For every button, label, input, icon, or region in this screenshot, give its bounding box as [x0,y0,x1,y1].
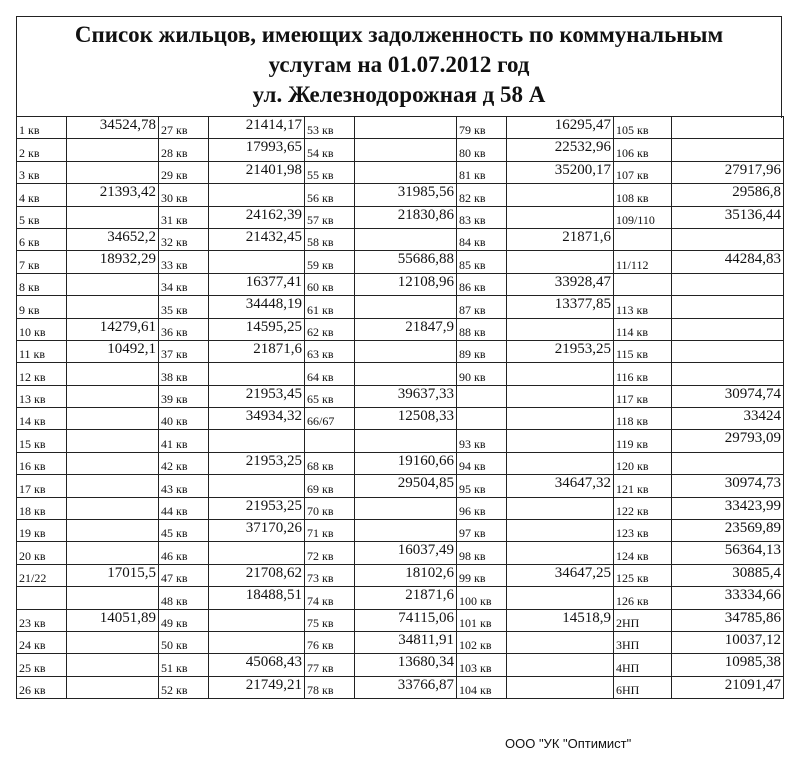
apartment-label: 117 кв [614,385,672,407]
apartment-label: 38 кв [159,363,209,385]
apartment-label: 51 кв [159,654,209,676]
debt-amount [209,184,305,206]
table-row [17,139,784,161]
apartment-label: 65 кв [305,385,355,407]
table-row [17,117,784,139]
apartment-label: 72 кв [305,542,355,564]
debt-amount [67,631,159,653]
debt-amount: 37170,26 [209,520,305,542]
debt-amount: 21953,45 [209,385,305,407]
apartment-label [614,228,672,250]
debt-amount: 14595,25 [209,318,305,340]
apartment-label: 96 кв [457,497,507,519]
debt-amount [355,161,457,183]
debt-amount [209,609,305,631]
debt-amount: 16377,41 [209,273,305,295]
debt-amount [507,408,614,430]
apartment-label: 11 кв [17,340,67,362]
debt-amount [507,363,614,385]
debt-amount [209,251,305,273]
apartment-label: 33 кв [159,251,209,273]
table-row [17,676,784,698]
apartment-label: 76 кв [305,631,355,653]
debt-amount [67,587,159,609]
debt-amount [507,184,614,206]
apartment-label: 8 кв [17,273,67,295]
debt-amount: 35200,17 [507,161,614,183]
debt-amount: 21414,17 [209,117,305,139]
apartment-label: 105 кв [614,117,672,139]
apartment-label: 11/112 [614,251,672,273]
apartment-label: 109/110 [614,206,672,228]
table-row [17,161,784,183]
apartment-label: 107 кв [614,161,672,183]
debt-amount [209,631,305,653]
debt-amount: 24162,39 [209,206,305,228]
apartment-label: 21/22 [17,564,67,586]
debt-amount: 12508,33 [355,408,457,430]
apartment-label: 7 кв [17,251,67,273]
debt-amount [672,452,784,474]
apartment-label: 124 кв [614,542,672,564]
apartment-label: 90 кв [457,363,507,385]
debt-amount [67,385,159,407]
debt-amount: 34647,32 [507,475,614,497]
debt-amount [355,520,457,542]
table-row [17,497,784,519]
debt-amount: 29586,8 [672,184,784,206]
debt-amount [67,296,159,318]
debt-amount [67,654,159,676]
apartment-label: 69 кв [305,475,355,497]
debt-amount [507,631,614,653]
apartment-label: 99 кв [457,564,507,586]
debt-amount [507,542,614,564]
debt-amount: 21871,6 [209,340,305,362]
apartment-label: 75 кв [305,609,355,631]
debt-amount: 23569,89 [672,520,784,542]
debt-amount: 18102,6 [355,564,457,586]
apartment-label: 34 кв [159,273,209,295]
debt-amount [355,430,457,452]
apartment-label: 31 кв [159,206,209,228]
debt-amount [672,139,784,161]
apartment-label: 20 кв [17,542,67,564]
apartment-label: 19 кв [17,520,67,542]
debt-amount: 33334,66 [672,587,784,609]
debt-amount [672,318,784,340]
apartment-label: 70 кв [305,497,355,519]
debt-amount [67,430,159,452]
debt-amount [672,117,784,139]
table-row [17,609,784,631]
apartment-label: 40 кв [159,408,209,430]
debt-amount [67,520,159,542]
apartment-label: 6 кв [17,228,67,250]
apartment-label: 46 кв [159,542,209,564]
debt-amount [67,273,159,295]
apartment-label: 45 кв [159,520,209,542]
apartment-label: 42 кв [159,452,209,474]
debt-amount: 30974,74 [672,385,784,407]
apartment-label: 94 кв [457,452,507,474]
apartment-label: 41 кв [159,430,209,452]
debt-amount: 34811,91 [355,631,457,653]
apartment-label: 50 кв [159,631,209,653]
apartment-label [457,385,507,407]
apartment-label: 115 кв [614,340,672,362]
debt-amount: 17993,65 [209,139,305,161]
apartment-label [457,408,507,430]
debt-amount [507,385,614,407]
debt-amount [672,228,784,250]
debt-table [16,116,784,699]
debt-amount: 21953,25 [507,340,614,362]
debt-amount: 14051,89 [67,609,159,631]
debt-amount: 21871,6 [507,228,614,250]
apartment-label: 125 кв [614,564,672,586]
apartment-label: 77 кв [305,654,355,676]
apartment-label: 55 кв [305,161,355,183]
debt-amount: 18488,51 [209,587,305,609]
debt-amount: 16037,49 [355,542,457,564]
apartment-label: 101 кв [457,609,507,631]
apartment-label: 54 кв [305,139,355,161]
apartment-label: 4 кв [17,184,67,206]
debt-amount [67,408,159,430]
table-row [17,273,784,295]
apartment-label: 18 кв [17,497,67,519]
table-row [17,631,784,653]
debt-amount: 21871,6 [355,587,457,609]
table-row [17,228,784,250]
debt-amount [67,542,159,564]
apartment-label: 13 кв [17,385,67,407]
debt-amount: 34652,2 [67,228,159,250]
company-signature: ООО "УК "Оптимист" [505,736,632,751]
debt-amount [507,251,614,273]
apartment-label: 56 кв [305,184,355,206]
debt-amount: 12108,96 [355,273,457,295]
apartment-label: 10 кв [17,318,67,340]
debt-amount [67,475,159,497]
title-line-2: услугам на 01.07.2012 год [268,52,530,77]
debt-amount: 21091,47 [672,676,784,698]
table-row [17,654,784,676]
table-row [17,452,784,474]
debt-amount: 21847,9 [355,318,457,340]
debt-amount [672,363,784,385]
debt-amount: 33423,99 [672,497,784,519]
debt-amount: 45068,43 [209,654,305,676]
debt-amount [209,542,305,564]
apartment-label: 88 кв [457,318,507,340]
debt-amount: 14279,61 [67,318,159,340]
debt-amount: 44284,83 [672,251,784,273]
apartment-label: 49 кв [159,609,209,631]
apartment-label: 24 кв [17,631,67,653]
debt-amount [507,206,614,228]
apartment-label: 1 кв [17,117,67,139]
debt-amount [507,497,614,519]
table-row [17,430,784,452]
debt-amount: 21749,21 [209,676,305,698]
apartment-label: 82 кв [457,184,507,206]
apartment-label: 6НП [614,676,672,698]
debt-amount [507,676,614,698]
apartment-label: 116 кв [614,363,672,385]
table-row [17,587,784,609]
table-row [17,251,784,273]
apartment-label: 61 кв [305,296,355,318]
apartment-label: 3НП [614,631,672,653]
debt-amount: 29793,09 [672,430,784,452]
apartment-label: 103 кв [457,654,507,676]
apartment-label: 118 кв [614,408,672,430]
debt-amount: 30974,73 [672,475,784,497]
debt-amount: 18932,29 [67,251,159,273]
table-row [17,542,784,564]
debt-amount: 21708,62 [209,564,305,586]
debt-amount: 16295,47 [507,117,614,139]
apartment-label: 12 кв [17,363,67,385]
apartment-label: 95 кв [457,475,507,497]
apartment-label: 17 кв [17,475,67,497]
apartment-label: 35 кв [159,296,209,318]
apartment-label: 79 кв [457,117,507,139]
apartment-label: 26 кв [17,676,67,698]
apartment-label: 108 кв [614,184,672,206]
debt-amount: 27917,96 [672,161,784,183]
debt-amount [209,430,305,452]
apartment-label: 102 кв [457,631,507,653]
apartment-label: 2НП [614,609,672,631]
debt-amount: 10985,38 [672,654,784,676]
apartment-label: 122 кв [614,497,672,519]
apartment-label: 80 кв [457,139,507,161]
debt-amount: 33424 [672,408,784,430]
title-line-3: ул. Железнодорожная д 58 А [252,82,546,107]
apartment-label: 16 кв [17,452,67,474]
apartment-label: 32 кв [159,228,209,250]
debt-amount: 14518,9 [507,609,614,631]
debt-amount: 22532,96 [507,139,614,161]
apartment-label: 120 кв [614,452,672,474]
debt-amount: 39637,33 [355,385,457,407]
debt-amount: 34785,86 [672,609,784,631]
apartment-label: 9 кв [17,296,67,318]
table-row [17,340,784,362]
apartment-label: 63 кв [305,340,355,362]
table-row [17,363,784,385]
apartment-label: 119 кв [614,430,672,452]
debt-amount: 34934,32 [209,408,305,430]
title-line-1: Список жильцов, имеющих задолженность по коммунальным [74,22,724,47]
debt-amount: 21830,86 [355,206,457,228]
debt-amount [67,363,159,385]
apartment-label: 30 кв [159,184,209,206]
apartment-label: 58 кв [305,228,355,250]
apartment-label: 4НП [614,654,672,676]
apartment-label: 126 кв [614,587,672,609]
debt-amount [507,654,614,676]
table-row [17,184,784,206]
debt-amount: 31985,56 [355,184,457,206]
debt-amount: 35136,44 [672,206,784,228]
apartment-label: 62 кв [305,318,355,340]
debt-amount: 34524,78 [67,117,159,139]
table-row [17,564,784,586]
apartment-label: 15 кв [17,430,67,452]
apartment-label: 14 кв [17,408,67,430]
apartment-label: 123 кв [614,520,672,542]
debt-amount [67,161,159,183]
debt-amount: 74115,06 [355,609,457,631]
apartment-label: 106 кв [614,139,672,161]
debt-amount: 10492,1 [67,340,159,362]
apartment-label: 23 кв [17,609,67,631]
apartment-label: 66/67 [305,408,355,430]
debt-amount: 17015,5 [67,564,159,586]
debt-amount [355,139,457,161]
debt-amount: 19160,66 [355,452,457,474]
apartment-label: 86 кв [457,273,507,295]
apartment-label: 100 кв [457,587,507,609]
debt-amount [67,497,159,519]
debt-amount: 33766,87 [355,676,457,698]
debt-amount [507,452,614,474]
apartment-label: 93 кв [457,430,507,452]
debt-amount: 29504,85 [355,475,457,497]
apartment-label: 53 кв [305,117,355,139]
debt-amount [355,497,457,519]
debt-amount: 56364,13 [672,542,784,564]
apartment-label: 83 кв [457,206,507,228]
apartment-label: 87 кв [457,296,507,318]
debt-amount [507,318,614,340]
apartment-label: 43 кв [159,475,209,497]
apartment-label: 68 кв [305,452,355,474]
apartment-label: 78 кв [305,676,355,698]
apartment-label: 39 кв [159,385,209,407]
debt-amount: 55686,88 [355,251,457,273]
debt-amount [67,676,159,698]
debt-amount [672,340,784,362]
apartment-label: 74 кв [305,587,355,609]
apartment-label [614,273,672,295]
debt-amount: 34448,19 [209,296,305,318]
debt-amount: 10037,12 [672,631,784,653]
apartment-label: 89 кв [457,340,507,362]
table-row [17,206,784,228]
apartment-label: 114 кв [614,318,672,340]
debt-amount: 33928,47 [507,273,614,295]
apartment-label [17,587,67,609]
debt-amount: 34647,25 [507,564,614,586]
apartment-label: 121 кв [614,475,672,497]
document-title [16,20,782,110]
apartment-label: 59 кв [305,251,355,273]
apartment-label: 104 кв [457,676,507,698]
table-row [17,520,784,542]
apartment-label: 113 кв [614,296,672,318]
debt-amount [355,228,457,250]
apartment-label: 44 кв [159,497,209,519]
debt-amount [672,273,784,295]
apartment-label: 27 кв [159,117,209,139]
apartment-label: 85 кв [457,251,507,273]
apartment-label: 81 кв [457,161,507,183]
apartment-label: 28 кв [159,139,209,161]
debt-amount [355,117,457,139]
apartment-label: 97 кв [457,520,507,542]
debt-amount [67,452,159,474]
table-row [17,475,784,497]
debt-amount [67,139,159,161]
table-row [17,296,784,318]
table-row [17,385,784,407]
debt-amount [507,430,614,452]
debt-amount [209,475,305,497]
apartment-label: 3 кв [17,161,67,183]
debt-amount: 21953,25 [209,497,305,519]
debt-amount: 13680,34 [355,654,457,676]
table-row [17,408,784,430]
apartment-label [305,430,355,452]
apartment-label: 36 кв [159,318,209,340]
apartment-label: 25 кв [17,654,67,676]
apartment-label: 48 кв [159,587,209,609]
debt-amount [355,363,457,385]
debt-amount [672,296,784,318]
apartment-label: 60 кв [305,273,355,295]
debt-amount [507,520,614,542]
debt-amount [209,363,305,385]
table-row [17,318,784,340]
apartment-label: 98 кв [457,542,507,564]
apartment-label: 2 кв [17,139,67,161]
debt-amount [355,296,457,318]
debt-amount: 21393,42 [67,184,159,206]
debt-amount [67,206,159,228]
apartment-label: 73 кв [305,564,355,586]
debt-amount [355,340,457,362]
debt-amount: 30885,4 [672,564,784,586]
apartment-label: 37 кв [159,340,209,362]
debt-amount: 21953,25 [209,452,305,474]
apartment-label: 84 кв [457,228,507,250]
debt-amount: 21432,45 [209,228,305,250]
apartment-label: 47 кв [159,564,209,586]
apartment-label: 64 кв [305,363,355,385]
debt-amount: 13377,85 [507,296,614,318]
apartment-label: 5 кв [17,206,67,228]
apartment-label: 29 кв [159,161,209,183]
apartment-label: 57 кв [305,206,355,228]
apartment-label: 71 кв [305,520,355,542]
debt-amount [507,587,614,609]
apartment-label: 52 кв [159,676,209,698]
debt-amount: 21401,98 [209,161,305,183]
